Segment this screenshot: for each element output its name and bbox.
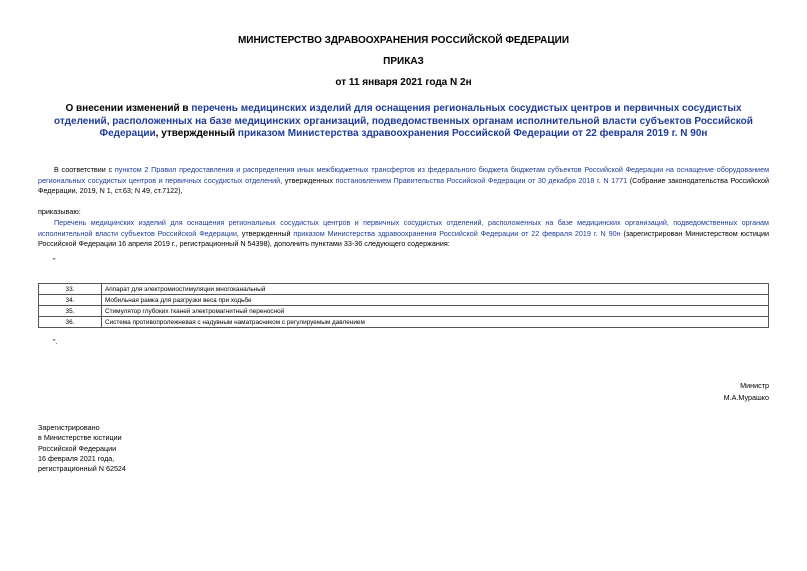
row-number: 36. [39,317,102,328]
ministry-title: МИНИСТЕРСТВО ЗДРАВООХРАНЕНИЯ РОССИЙСКОЙ ФЕДЕРАЦИИ [237,35,570,46]
registration-line: в Министерстве юстиции [38,433,122,443]
document-subject [38,103,769,141]
document-type: ПРИКАЗ [383,56,424,67]
preamble-link-resolution[interactable]: постановлением Правительства Российской Федерации от 30 декабря 2018 г. N 1771 [335,175,628,185]
subject-link-order[interactable]: приказом Министерства здравоохранения Российской Федерации от 22 февраля 2019 г. N 90н [237,128,708,139]
document-date-number: от 11 января 2021 года N 2н [335,77,472,88]
subject-link-list[interactable]: перечень медицинских изделий для оснащения региональных сосудистых центров и первичных сосудистых отделений, расположенных на базе медицинских организаций, подведомственных органам исполнительной власти субъектов Российской Федерации [54,103,753,139]
registration-block [38,423,126,474]
row-number: 33. [39,284,102,295]
row-item-name: Стимулятор глубоких тканей электромагнитный переносной [102,306,769,317]
subject-prefix: О внесении изменений в [65,103,192,114]
registration-line: Российской Федерации [38,443,117,453]
signature-block [724,380,769,403]
order-link-order[interactable]: приказом Министерства здравоохранения Российской Федерации от 22 февраля 2019 г. N 90н [293,228,621,238]
registration-number: регистрационный N 62524 [38,464,126,474]
preamble-text-3: (Собрание законодательства Российской Федерации, 2019, N 1, ст.63; N 49, ст.7122), [38,175,769,195]
preamble-link-rules[interactable]: пунктом 2 Правил предоставления и распределения иных межбюджетных трансфертов из федерального бюджета бюджетам субъектов Российской Федерации на оснащение оборудованием региональных сосудистых центров и первичных сосудистых отделений [38,165,770,185]
row-number: 35. [39,306,102,317]
ordered-word: приказываю: [38,207,81,216]
registration-date: 16 февраля 2021 года, [38,453,115,463]
open-quote: " [53,258,56,265]
row-item-name: Мобильная рамка для разгрузки веса при ходьбе [102,295,769,306]
registration-line: Зарегистрировано [38,423,100,432]
order-paragraph [38,218,769,250]
table-row [39,284,769,295]
order-text-1: , утвержденный [236,228,294,238]
row-number: 34. [39,295,102,306]
preamble-paragraph [38,165,769,197]
signatory-title: Министр [740,381,769,390]
preamble-text-2: , утвержденных [280,175,336,185]
row-item-name: Система противопролежневая с надувным наматрасником с регулируемым давлением [102,317,769,328]
row-item-name: Аппарат для электромиостимуляции многоканальный [102,284,769,295]
items-table [38,283,769,328]
table-row [39,306,769,317]
subject-middle: , утвержденный [155,128,238,139]
order-text-2: (зарегистрирован Министерством юстиции Российской Федерации 16 апреля 2019 г., регистрационный N 54398), дополнить пунктами 33-36 следующего содержания: [38,228,769,248]
table-row [39,317,769,328]
preamble-text-1: В соответствии с [54,165,115,174]
table-row [39,295,769,306]
signatory-name: М.А.Мурашко [723,392,769,402]
close-quote: ". [53,339,58,346]
order-link-list[interactable]: Перечень медицинских изделий для оснащения региональных сосудистых центров и первичных сосудистых отделений, расположенных на базе медицинских организаций, подведомственных органам исполнительной власти субъектов Российской Федерации [38,218,769,238]
